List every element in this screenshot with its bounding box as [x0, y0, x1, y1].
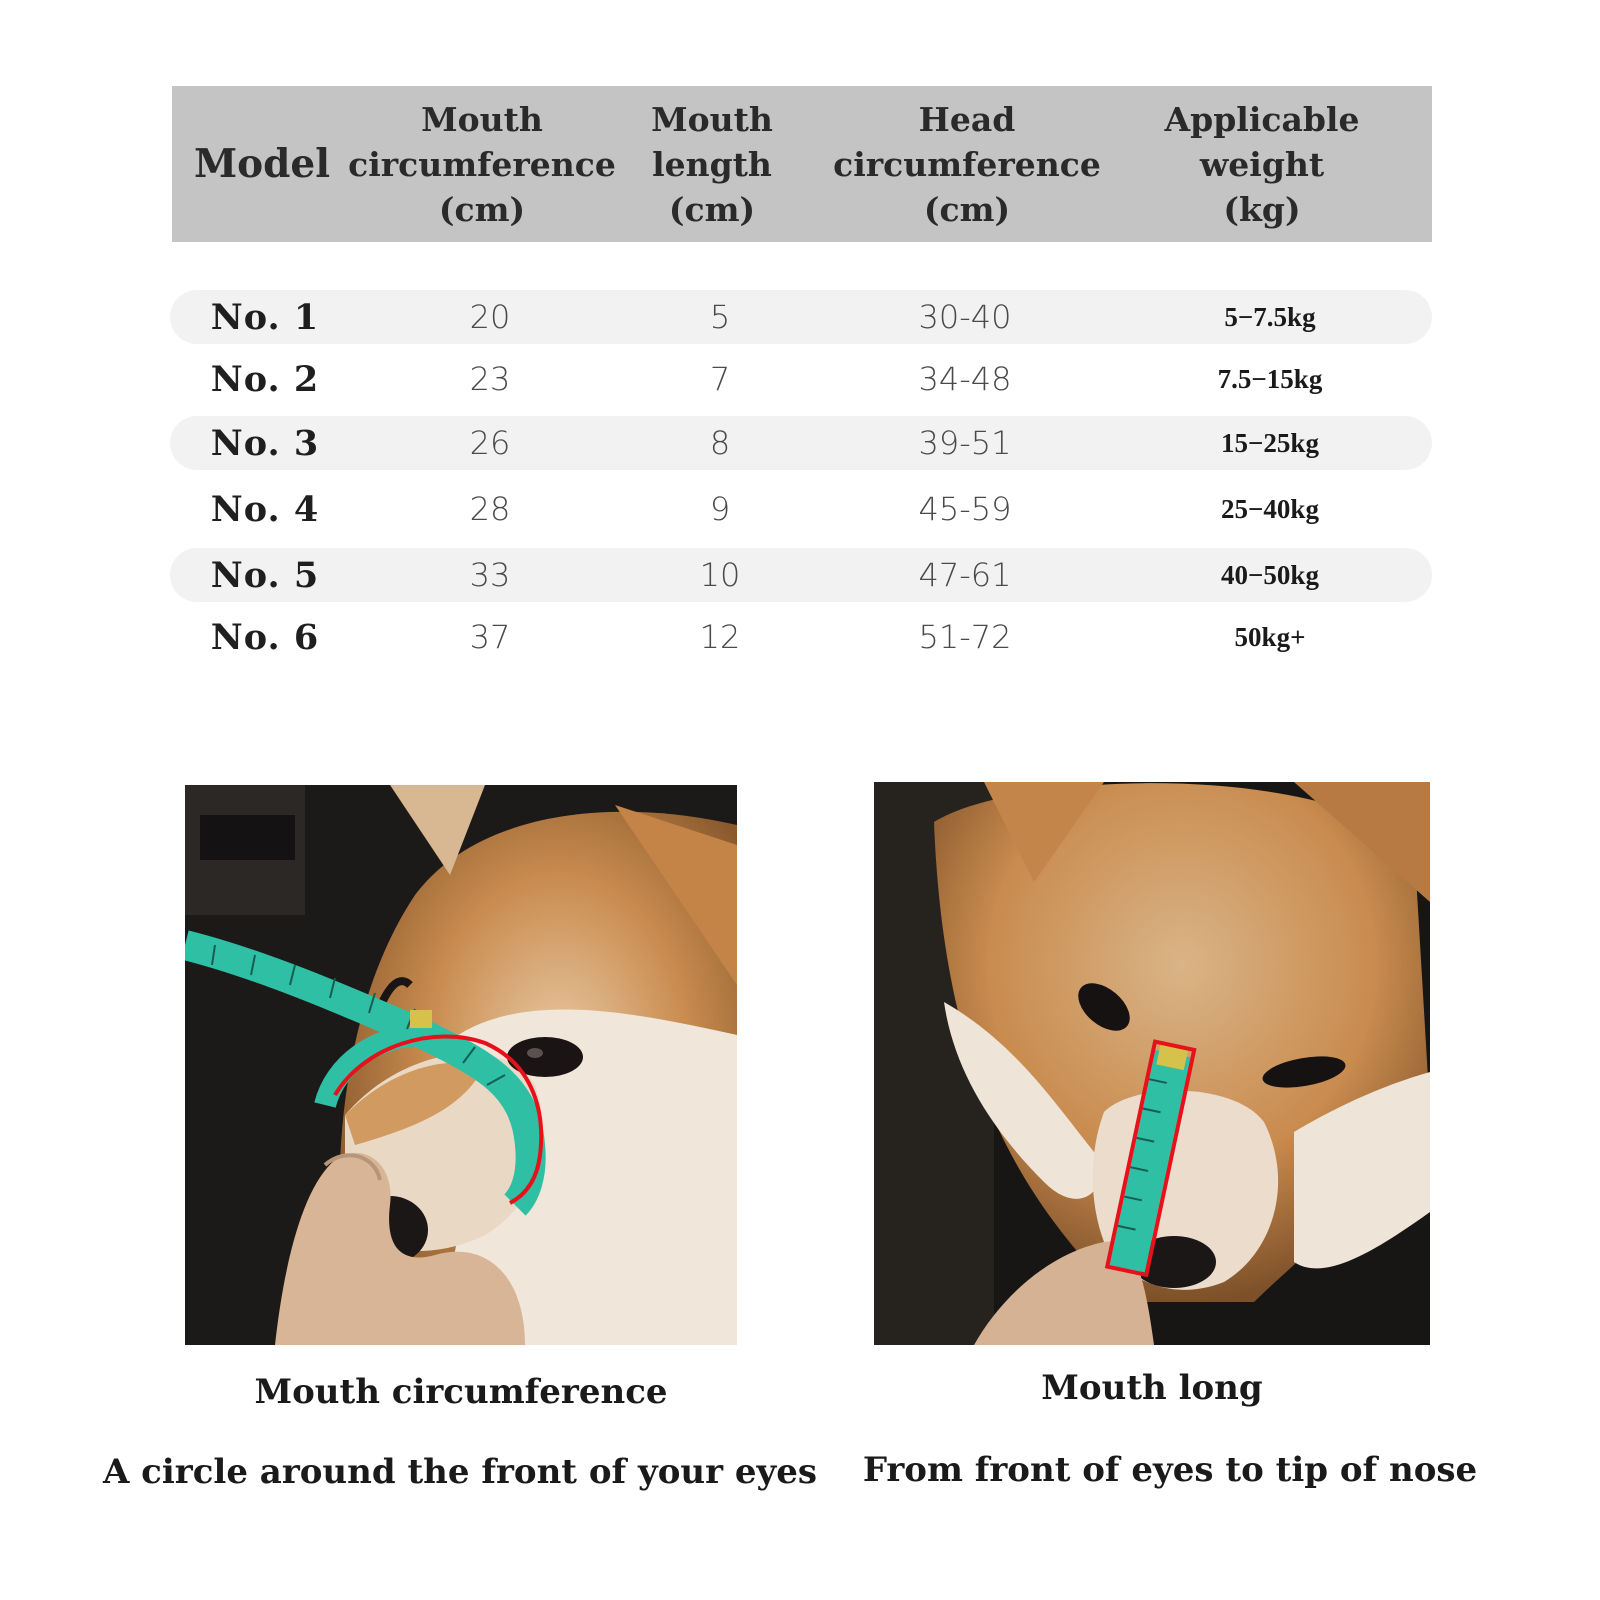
- cell-model: No. 2: [210, 358, 320, 400]
- cell-mouth-circumference: 26: [469, 424, 511, 462]
- cell-applicable-weight: 25−40kg: [1221, 493, 1319, 524]
- cell-mouth-circumference: 37: [469, 618, 511, 656]
- cell-applicable-weight: 50kg+: [1234, 621, 1306, 652]
- left-caption-title: Mouth circumference: [254, 1372, 668, 1412]
- table-row: [170, 352, 1432, 406]
- table-row: [170, 290, 1432, 344]
- header-mouth-length: Mouth length (cm): [651, 99, 773, 229]
- left-caption-description: A circle around the front of your eyes: [102, 1452, 818, 1492]
- cell-applicable-weight: 40−50kg: [1221, 559, 1319, 590]
- cell-applicable-weight: 5−7.5kg: [1224, 301, 1316, 332]
- table-row: [170, 482, 1432, 536]
- cell-head-circumference: 47-61: [918, 556, 1012, 594]
- cell-mouth-circumference: 28: [469, 490, 511, 528]
- cell-mouth-length: 10: [699, 556, 741, 594]
- mouth-circumference-photo: [185, 785, 737, 1345]
- cell-model: No. 3: [210, 422, 320, 464]
- cell-model: No. 5: [210, 554, 320, 596]
- table-row: [170, 610, 1432, 664]
- cell-mouth-length: 8: [709, 424, 731, 462]
- cell-head-circumference: 34-48: [918, 360, 1012, 398]
- header-applicable-weight: Applicable weight (kg): [1164, 99, 1360, 229]
- right-caption-description: From front of eyes to tip of nose: [862, 1450, 1478, 1490]
- header-model: Model: [193, 140, 331, 187]
- cell-model: No. 4: [210, 488, 320, 530]
- cell-mouth-circumference: 23: [469, 360, 511, 398]
- cell-model: No. 6: [210, 616, 320, 658]
- right-caption-title: Mouth long: [1041, 1368, 1263, 1408]
- cell-head-circumference: 45-59: [918, 490, 1012, 528]
- table-row: [170, 416, 1432, 470]
- cell-head-circumference: 30-40: [918, 298, 1012, 336]
- table-row: [170, 548, 1432, 602]
- cell-model: No. 1: [210, 296, 320, 338]
- cell-applicable-weight: 7.5−15kg: [1217, 363, 1323, 394]
- cell-head-circumference: 51-72: [918, 618, 1012, 656]
- cell-mouth-length: 12: [699, 618, 741, 656]
- size-table-header: [172, 86, 1432, 242]
- cell-mouth-circumference: 33: [469, 556, 511, 594]
- cell-mouth-length: 9: [709, 490, 731, 528]
- cell-head-circumference: 39-51: [918, 424, 1012, 462]
- mouth-length-photo: [874, 782, 1430, 1345]
- cell-applicable-weight: 15−25kg: [1221, 427, 1319, 458]
- cell-mouth-length: 5: [709, 298, 731, 336]
- cell-mouth-length: 7: [709, 360, 731, 398]
- header-head-circumference: Head circumference (cm): [833, 99, 1101, 229]
- header-mouth-circumference: Mouth circumference (cm): [348, 99, 616, 229]
- cell-mouth-circumference: 20: [469, 298, 511, 336]
